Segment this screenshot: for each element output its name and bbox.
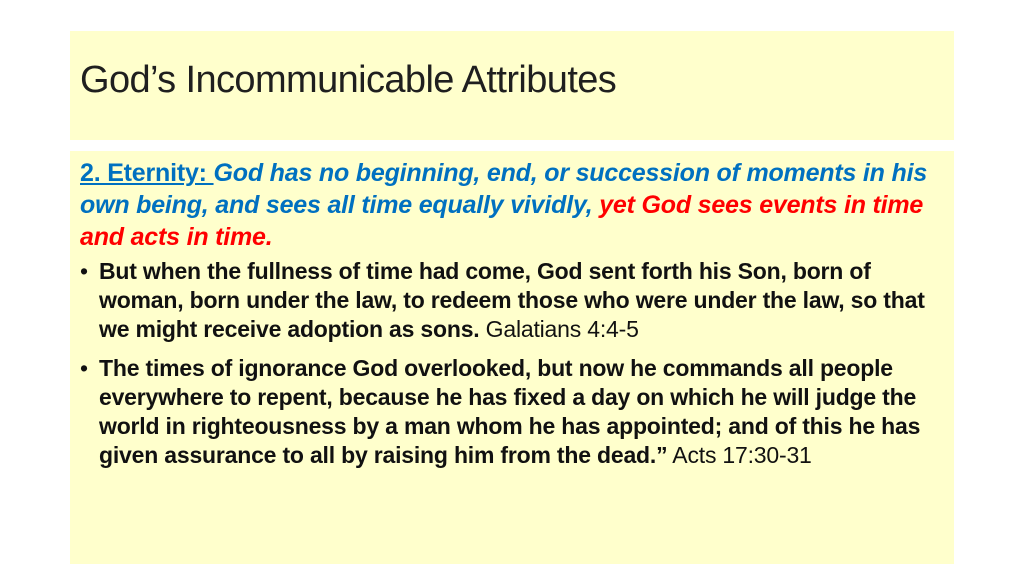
verse-reference: Acts 17:30-31 [667, 442, 812, 468]
verse-reference: Galatians 4:4-5 [479, 316, 639, 342]
verse-text: But when the fullness of time had come, God sent forth his Son, born of woman, born under the law, to redeem those who were under the law, so that we might receive adoption as sons. [99, 258, 925, 342]
title-panel [70, 31, 954, 140]
content-panel [70, 151, 954, 564]
eternity-definition [80, 157, 944, 253]
bullet-icon: • [80, 258, 88, 284]
contrast-text: yet God sees events in time and acts in time. [80, 191, 924, 251]
slide-title: God’s Incommunicable Attributes [80, 59, 617, 101]
bullet-icon: • [80, 355, 88, 381]
list-item [80, 354, 944, 470]
list-item [80, 257, 944, 344]
point-number: 2. Eternity: [80, 159, 214, 187]
definition-text: God has no beginning, end, or succession of moments in his own being, and sees all time equally vividly, [80, 159, 928, 219]
verse-text: The times of ignorance God overlooked, but now he commands all people everywhere to repent, because he has fixed a day on which he will judge the world in righteousness by a man whom he has appointed; and of this he has given assurance to all by raising him from the dead.” [99, 355, 921, 468]
verse-list [80, 257, 944, 470]
